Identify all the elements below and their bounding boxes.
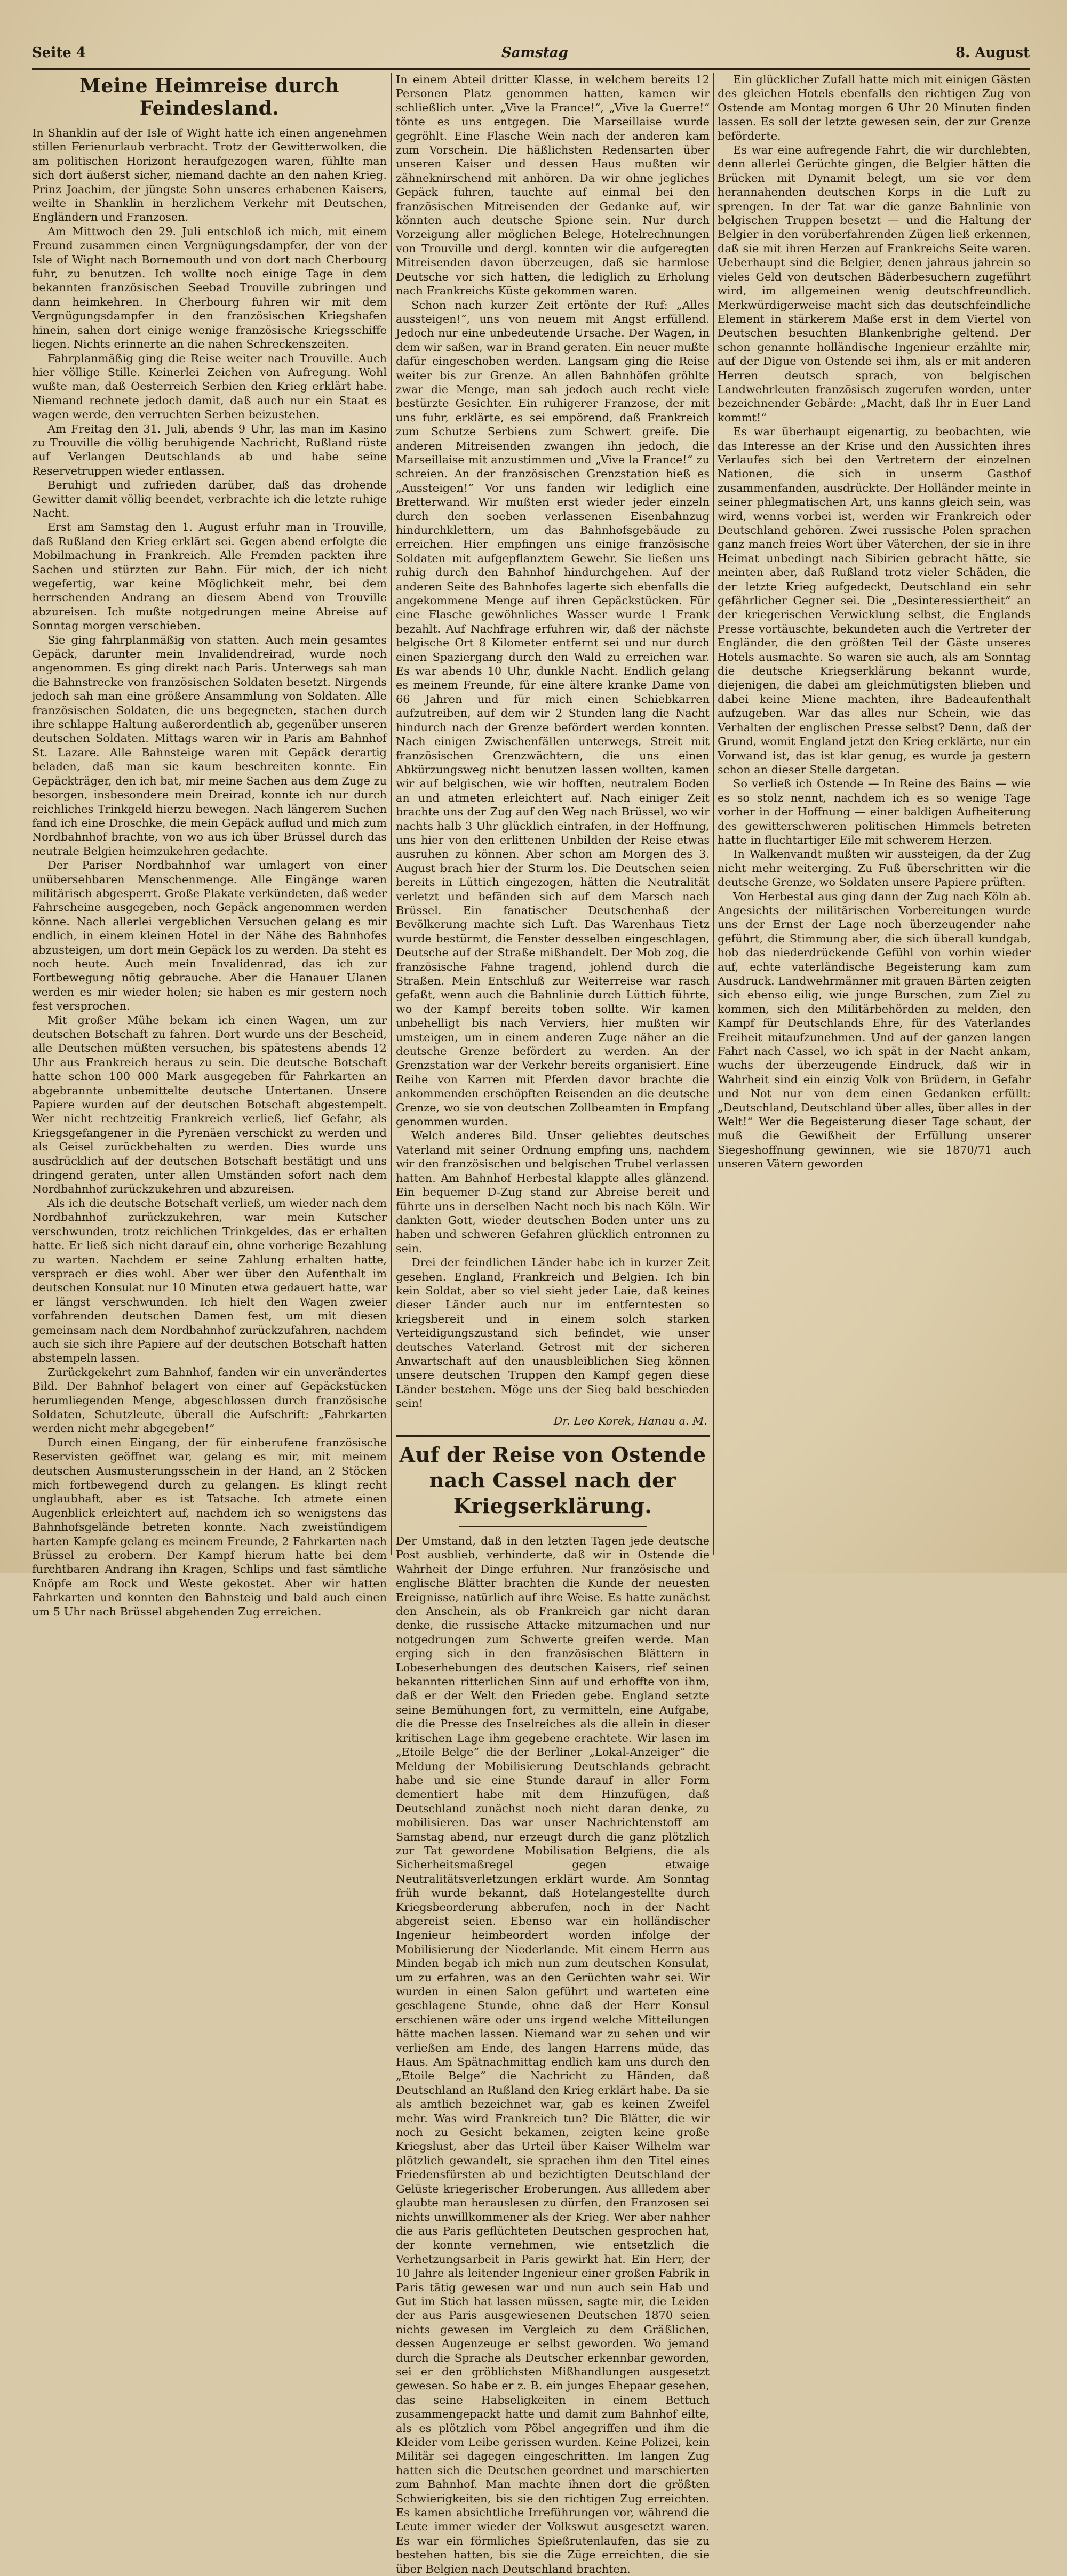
header-rule <box>32 68 1030 70</box>
article-2-paragraph: In Walkenvandt mußten wir aussteigen, da der Zug nicht mehr weiterging. Zu Fuß überschritten wir die deutsche Grenze, wo Soldaten unsere Papiere prüften. <box>718 847 1031 889</box>
column-2 <box>396 73 710 2575</box>
article-1-author: Dr. Leo Korek, Hanau a. M. <box>553 1414 707 1427</box>
article-2-paragraph: Von Herbestal aus ging dann der Zug nach Köln ab. Angesichts der militärischen Vorbereitungen wurde uns der Ernst der Lage noch überzeugender nahe geführt, die Stimmung aber, die sich überall kundgab, hob das niederdrückende Gefühl von vorhin wieder auf, echte vaterländische Begeisterung kam zum Ausdruck. Landwehrmänner mit grauen Bärten zeigten sich ebenso eilig, wie junge Burschen, zum Ziel zu kommen, sich den Militärbehörden zu melden, den Kampf für Deutschlands Ehre, für des Vaterlandes Freiheit mitaufzunehmen. Und auf der ganzen langen Fahrt nach Cassel, wo ich spät in der Nacht ankam, wuchs der überzeugende Eindruck, daß wir in Wahrheit sind ein einzig Volk von Brüdern, in Gefahr und Not nur von dem einen Gedanken erfüllt: „Deutschland, Deutschland über alles, über alles in der Welt!“ Wer die Begeisterung dieser Tage schaut, der muß die Gewißheit der Erfüllung unserer Siegeshoffnung gewinnen, wie sie 1870/71 auch unseren Vätern geworden <box>718 890 1031 1171</box>
article-1-title: Meine Heimreise durch Feindesland. <box>79 75 339 119</box>
page-number: Seite 4 <box>32 45 86 61</box>
column-rule <box>713 73 714 1555</box>
column-rule <box>391 73 392 1555</box>
article-1-paragraph: Fahrplanmäßig ging die Reise weiter nach Trouville. Auch hier völlige Stille. Keinerlei Zeichen von Aufregung. Wohl wußte man, daß Oesterreich Serbien den Krieg erklärt habe. Niemand rechnete jedoch damit, daß auch nur ein Staat es wagen werde, den verruchten Serben beizustehen. <box>32 351 387 421</box>
article-1-paragraph: Zurückgekehrt zum Bahnhof, fanden wir ein unverändertes Bild. Der Bahnhof belagert von einer auf Gepäckstücken herumliegenden Menge, abgeschlossen durch französische Soldaten, Schutzleute, überall die Aufschrift: „Fahrkarten werden nicht mehr abgegeben!“ <box>32 1365 387 1435</box>
article-1-paragraph: Durch einen Eingang, der für einberufene französische Reservisten geöffnet war, gelang es mir, mit meinem deutschen Ausmusterungsschein in der Hand, an 2 Stöcken mich fortbewegend durch zu gelangen. Es klingt recht unglaubhaft, aber es ist Tatsache. Ich atmete einen Augenblick erleichtert auf, nachdem ich so wenigstens das Bahnhofsgelände betreten konnte. Nach zweistündigem harten Kampfe gelang es meinem Freunde, 2 Fahrkarten nach Brüssel zu erobern. Der Kampf hierum hatte bei dem furchtbaren Andrang ihn Kragen, Schlips und fast sämtliche Knöpfe am Rock und Weste gekostet. Aber wir hatten Fahrkarten und konnten den Bahnsteig und bald auch einen um 5 Uhr nach Brüssel abgehenden Zug erreichen. <box>32 1436 387 1618</box>
article-1-paragraph: Am Mittwoch den 29. Juli entschloß ich mich, mit einem Freund zusammen einen Vergnügungsdampfer, der von der Isle of Wight nach Bornemouth und von dort nach Cherbourg fuhr, zu benutzen. Ich wollte noch einige Tage in dem bekannten französischen Seebad Trouville zubringen und dann heimkehren. In Cherbourg fuhren wir mit dem Vergnügungsdampfer in den französischen Kriegshafen hinein, sahen dort einige wenige französische Kriegsschiffe liegen. Nichts erinnerte an die nahen Schreckenszeiten. <box>32 225 387 351</box>
article-1-paragraph: Am Freitag den 31. Juli, abends 9 Uhr, las man im Kasino zu Trouville die völlig beruhigende Nachricht, Rußland rüste auf Verlangen Deutschlands ab und habe seine Reservetruppen wieder entlassen. <box>32 422 387 477</box>
article-1-paragraph: Erst am Samstag den 1. August erfuhr man in Trouville, daß Rußland den Krieg erklärt sei. Gegen abend erfolgte die Mobilmachung in Frankreich. Alle Fremden packten ihre Sachen und stürzten zur Bahn. Für mich, der ich nicht wegefertig, war keine Möglichkeit mehr, bei dem herrschenden Andrang an diesem Abend von Trouville abzureisen. Ich mußte notgedrungen meine Abreise auf Sonntag morgen verschieben. <box>32 521 387 633</box>
article-2-title: Auf der Reise von Ostende nach Cassel nach der Kriegserklärung. <box>399 1443 706 1518</box>
article-1-paragraph: Drei der feindlichen Länder habe ich in kurzer Zeit gesehen. England, Frankreich und Belgien. Ich bin kein Soldat, aber so viel sieht jeder Laie, daß keines dieser Länder auch nur im entferntesten so kriegsbereit und in einem solch starken Verteidigungszustand sich befindet, wie unser deutsches Vaterland. Getrost mit der sicheren Anwartschaft auf den unausbleiblichen Sieg können unsere deutschen Truppen den Kampf gegen diese Länder bestehen. Möge uns der Sieg bald beschieden sein! <box>396 1256 710 1410</box>
article-1-paragraph: Als ich die deutsche Botschaft verließ, um wieder nach dem Nordbahnhof zurückzukehren, war mein Kutscher verschwunden, trotz reichlichen Trinkgeldes, das er erhalten hatte. Er ließ sich nicht darauf ein, ohne vorherige Bezahlung zu warten. Nachdem er seine Zahlung erhalten hatte, versprach er dies wohl. Aber wer über den Aufenthalt im deutschen Konsulat nur 10 Minuten etwa gedauert hatte, war er längst verschwunden. Ich hielt den Wagen zweier vorfahrenden deutschen Damen fest, um mit diesen gemeinsam nach dem Nordbahnhof zurückzufahren, nachdem auch sie sich ihre Papiere auf der deutschen Botschaft hatten abstempeln lassen. <box>32 1196 387 1365</box>
article-1-paragraph: In Shanklin auf der Isle of Wight hatte ich einen angenehmen stillen Ferienurlaub verbracht. Trotz der Gewitterwolken, die am politischen Horizont heraufgezogen waren, fühlte man sich dort äußerst sicher, niemand dachte an den nahen Krieg. Prinz Joachim, der jüngste Sohn unseres erhabenen Kaisers, weilte in Shanklin in herzlichem Verkehr mit Deutschen, Engländern und Franzosen. <box>32 126 387 224</box>
article-separator <box>396 1435 710 1437</box>
article-1-paragraph: Beruhigt und zufrieden darüber, daß das drohende Gewitter damit völlig beendet, verbrachte ich die letzte ruhige Nacht. <box>32 478 387 519</box>
article-2-paragraph: Ein glücklicher Zufall hatte mich mit einigen Gästen des gleichen Hotels ebenfalls den richtigen Zug von Ostende am Montag morgen 6 Uhr 20 Minuten finden lassen. Es soll der letzte gewesen sein, der zur Grenze beförderte. <box>718 73 1031 142</box>
column-3 <box>718 73 1031 1555</box>
article-1-paragraph: Mit großer Mühe bekam ich einen Wagen, um zur deutschen Botschaft zu fahren. Dort wurde uns der Bescheid, alle Deutschen müßten versuchen, bis spätestens abends 12 Uhr aus Frankreich heraus zu sein. Die deutsche Botschaft hatte schon 100 000 Mark ausgegeben für Fahrkarten an abgebrannte unbemittelte deutsche Untertanen. Unsere Papiere wurden auf der deutschen Botschaft abgestempelt. Wer nicht rechtzeitig Frankreich verließ, lief Gefahr, als Kriegsgefangener in die Pyrenäen verschickt zu werden und als Geisel zurückbehalten zu werden. Dies wurde uns ausdrücklich auf der deutschen Botschaft bestätigt und uns dringend geraten, unter allen Umständen sofort nach dem Nordbahnhof zurückzukehren und abzureisen. <box>32 1013 387 1196</box>
issue-date: 8. August <box>955 45 1030 61</box>
article-1-paragraph: Der Pariser Nordbahnhof war umlagert von einer unübersehbaren Menschenmenge. Alle Eingänge waren militärisch abgesperrt. Große Plakate verkündeten, daß weder Fahrscheine ausgegeben, noch Gepäck angenommen werden könne. Nach allerlei vergeblichen Versuchen gelang es mir endlich, in einem kleinen Hotel in der Nähe des Bahnhofes abzusteigen, um dort mein Gepäck los zu werden. Da steht es noch heute. Auch mein Invalidenrad, das ich zur Fortbewegung nötig gebrauche. Aber die Hanauer Ulanen werden es mir wieder holen; sie haben es mir gestern noch fest versprochen. <box>32 859 387 1013</box>
article-1-paragraph: Sie ging fahrplanmäßig von statten. Auch mein gesamtes Gepäck, darunter mein Invalidendreirad, wurde noch angenommen. Es ging direkt nach Paris. Unterwegs sah man die Bahnstrecke von französischen Soldaten besetzt. Nirgends jedoch sah man eine größere Ansammlung von Soldaten. Alle französischen Soldaten, die uns begegneten, stachen durch ihre schlappe Haltung außerordentlich ab, gegenüber unseren deutschen Soldaten. Mittags waren wir in Paris am Bahnhof St. Lazare. Alle Bahnsteige waren mit Gepäck derartig beladen, daß man sie kaum beschreiten konnte. Ein Gepäckträger, den ich bat, mir meine Sachen aus dem Zuge zu besorgen, insbesondere mein Dreirad, konnte ich nur durch reichliches Trinkgeld hierzu bewegen. Nach längerem Suchen fand ich eine Droschke, die mein Gepäck auflud und mich zum Nordbahnhof brachte, von wo aus ich über Brüssel durch das neutrale Belgien heimzukehren gedachte. <box>32 633 387 858</box>
article-2-paragraph: Es war eine aufregende Fahrt, die wir durchlebten, denn allerlei Gerüchte gingen, die Belgier hätten die Brücken mit Dynamit belegt, um sie vor dem herannahenden deutschen Korps in die Luft zu sprengen. In der Tat war die ganze Bahnlinie von belgischen Truppen besetzt — und die Haltung der Belgier in den vorüberfahrenden Zügen ließ erkennen, daß sie mit ihren Herzen auf Frankreichs Seite waren. Ueberhaupt sind die Belgier, denen jahraus jahrein so vieles Geld von deutschen Bäderbesuchern zugeführt wird, im allgemeinen wenig deutschfreundlich. Merkwürdigerweise macht sich das deutschfeindliche Element in stärkerem Maße erst in dem Viertel von Deutschen besuchten Blankenbrighe geltend. Der schon genannte holländische Ingenieur erzählte mir, auf der Digue von Ostende sei ihm, als er mit anderen Herren deutsch sprach, von belgischen Landwehrleuten französisch zugerufen worden, unter bezeichnender Gebärde: „Macht, daß Ihr in Euer Land kommt!“ <box>718 143 1031 424</box>
issue-day: Samstag <box>501 45 568 61</box>
article-2-paragraph: So verließ ich Ostende — In Reine des Bains — wie es so stolz nennt, nachdem ich es so wenige Tage vorher in der Hoffnung — einer baldigen Aufheiterung des gewitterschweren politischen Himmels betreten hatte in fluchtartiger Eile mit schwerem Herzen. <box>718 777 1031 846</box>
title-underline <box>459 1526 647 1527</box>
column-1 <box>32 73 387 1618</box>
page-header <box>32 43 1030 68</box>
article-1-paragraph: Schon nach kurzer Zeit ertönte der Ruf: „Alles aussteigen!“, uns von neuem mit Angst erfüllend. Jedoch nur eine unbedeutende Ursache. Der Wagen, in dem wir saßen, war in Brand geraten. Ein neuer mußte dafür eingeschoben werden. Langsam ging die Reise weiter bis zur Grenze. An allen Bahnhöfen gröhlte zwar die Menge, man sah jedoch auch recht viele bestürzte Gesichter. Ein ruhigerer Franzose, der mit uns fuhr, erklärte, es sei empörend, daß Frankreich zum Schutze Serbiens zum Schwert greife. Die anderen Mitreisenden zwangen ihn jedoch, die Marseillaise mit anzustimmen und „Vive la France!“ zu schreien. An der französischen Grenzstation hieß es „Aussteigen!“ Vor uns fanden wir lediglich eine Bretterwand. Wir mußten erst wieder jeder einzeln durch den soeben verlassenen Eisenbahnzug hindurchklettern, um das Bahnhofsgebäude zu erreichen. Hier empfingen uns einige französische Soldaten mit aufgepflanztem Gewehr. Sie ließen uns ruhig durch den Bahnhof hindurchgehen. Auf der anderen Seite des Bahnhofes lagerte sich ebenfalls die angekommene Menge auf ihren Gepäckstücken. Für eine Flasche gewöhnliches Wasser wurde 1 Frank bezahlt. Auf Nachfrage erfuhren wir, daß der nächste belgische Ort 8 Kilometer entfernt sei und nur durch einen Spaziergang durch den Wald zu erreichen war. Es war abends 10 Uhr, dunkle Nacht. Endlich gelang es meinem Freunde, für eine ältere kranke Dame von 66 Jahren und für mich einen Schiebkarren aufzutreiben, auf dem wir 2 Stunden lang die Nacht hindurch nach der Grenze befördert werden konnten. Nach einigen Zwischenfällen unterwegs, Streit mit französischen Grenzwächtern, die uns einen Abkürzungsweg nicht benutzen lassen wollten, kamen wir auf belgischen, wie wir hofften, neutralem Boden an und atmeten erleichtert auf. Nach einiger Zeit brachte uns der Zug auf den Weg nach Brüssel, wo wir nachts halb 3 Uhr glücklich eintrafen, in der Hoffnung, uns hier von den erlittenen Unbilden der Reise etwas ausruhen zu können. Aber schon am Morgen des 3. August brach hier der Sturm los. Die Deutschen seien bereits in Lüttich eingezogen, hätten die Neutralität verletzt und befänden sich auf dem Marsch nach Brüssel. Ein fanatischer Deutschenhaß der Bevölkerung machte sich Luft. Das Warenhaus Tietz wurde bestürmt, die Fenster desselben eingeschlagen, Deutsche auf der Straße mißhandelt. Der Mob zog, die französische Fahne tragend, johlend durch die Straßen. Mein Entschluß zur Weiterreise war rasch gefaßt, wenn auch die Bahnlinie durch Lüttich führte, wo der Kampf bereits toben sollte. Wir kamen unbehelligt bis nach Verviers, hier mußten wir umsteigen, um in einem anderen Zuge näher an die deutsche Grenze befördert zu werden. An der Grenzstation war der Verkehr bereits organisiert. Eine Reihe von Karren mit Pferden davor brachte die ankommenden erschöpften Reisenden an die deutsche Grenze, wo sie von deutschen Zollbeamten in Empfang genommen wurden. <box>396 298 710 1129</box>
article-2-paragraph: Der Umstand, daß in den letzten Tagen jede deutsche Post ausblieb, verhinderte, daß wir in Ostende die Wahrheit der Dinge erfuhren. Nur französische und englische Blätter brachten die Kunde der neuesten Ereignisse, natürlich auf ihre Weise. Es hatte zunächst den Anschein, als ob Frankreich gar nicht daran denke, die russische Attacke mitzumachen und nur notgedrungen zum Schwerte greifen werde. Man erging sich in den französischen Blättern in Lobeserhebungen des deutschen Kaisers, rief seinen bekannten ritterlichen Sinn auf und erhoffte von ihm, daß er der Welt den Frieden gebe. England setzte seine Bemühungen fort, zu vermitteln, eine Aufgabe, die die Presse des Inselreiches als die allein in dieser kritischen Lage ihm gegebene erachtete. Wir lasen im „Etoile Belge“ die der Berliner „Lokal-Anzeiger“ die Meldung der Mobilisierung Deutschlands gebracht habe und sie eine Stunde darauf in aller Form dementiert habe mit dem Hinzufügen, daß Deutschland zunächst noch nicht daran denke, zu mobilisieren. Das war unser Nachrichtenstoff am Samstag abend, nur erzeugt durch die ganz plötzlich zur Tat gewordene Mobilisation Belgiens, die als Sicherheitsmaßregel gegen etwaige Neutralitätsverletzungen erklärt wurde. Am Sonntag früh wurde bekannt, daß Hotelangestellte durch Kriegsbeorderung abberufen, noch in der Nacht abgereist seien. Ebenso war ein holländischer Ingenieur heimbeordert worden infolge der Mobilisierung der Niederlande. Mit einem Herrn aus Minden begab ich mich nun zum deutschen Konsulat, um zu erfahren, was an den Gerüchten wahr sei. Wir wurden in einen Salon geführt und warteten eine geschlagene Stunde, ohne daß der Herr Konsul erschienen wäre oder uns irgend welche Mitteilungen hätte machen lassen. Niemand war zu sehen und wir verließen am Ende, des langen Harrens müde, das Haus. Am Spätnachmittag endlich kam uns durch den „Etoile Belge“ die Nachricht zu Händen, daß Deutschland an Rußland den Krieg erklärt habe. Da sie als amtlich bezeichnet war, gab es keinen Zweifel mehr. Was wird Frankreich tun? Die Blätter, die wir noch zu Gesicht bekamen, zeigten keine große Kriegslust, aber das Urteil über Kaiser Wilhelm war plötzlich gewandelt, sie sprachen ihm den Titel eines Friedensfürsten ab und bezichtigten Deutschland der Gelüste kriegerischer Eroberungen. Aus allledem aber glaubte man herauslesen zu dürfen, den Franzosen sei nichts unwillkommener als der Krieg. Wer aber nahher die aus Paris geflüchteten Deutschen gesprochen hat, der konnte vernehmen, wie entsetzlich die Verhetzungsarbeit in Paris gewirkt hat. Ein Herr, der 10 Jahre als leitender Ingenieur einer großen Fabrik in Paris tätig gewesen war und nun auch sein Hab und Gut im Stich hat lassen müssen, sagte mir, die Leiden der aus Paris ausgewiesenen Deutschen 1870 seien nichts gewesen im Vergleich zu dem Gräßlichen, dessen Augenzeuge er selbst geworden. Wo jemand durch die Sprache als Deutscher erkennbar geworden, sei er den gröblichsten Mißhandlungen ausgesetzt gewesen. So habe er z. B. ein junges Ehepaar gesehen, das seine Habseligkeiten in einem Bettuch zusammengepackt hatte und damit zum Bahnhof eilte, als es plötzlich vom Pöbel angegriffen und ihm die Kleider vom Leibe gerissen wurden. Keine Polizei, kein Militär sei dagegen eingeschritten. Im langen Zug hatten sich die Deutschen geordnet und marschierten zum Bahnhof. Man machte ihnen dort die größten Schwierigkeiten, bis sie den richtigen Zug erreichten. Es kamen absichtliche Irreführungen vor, während die Leute immer wieder der Volkswut ausgesetzt waren. Es war ein förmliches Spießrutenlaufen, das sie zu bestehen hatten, bis sie die Züge erreichten, die sie über Belgien nach Deutschland brachten. <box>396 1534 710 2575</box>
article-2-paragraph: Es war überhaupt eigenartig, zu beobachten, wie das Interesse an der Krise und den Aussichten ihres Verlaufes sich bei den Vertretern der einzelnen Nationen, die sich in unserm Gasthof zusammenfanden, ausdrückte. Der Holländer meinte in seiner phlegmatischen Art, uns kanns gleich sein, was wird, wenns vorbei ist, werden wir Frankreich oder Deutschland gehören. Zwei russische Polen sprachen ganz manch freies Wort über Väterchen, der sie in ihre Heimat unbedingt nach Sibirien gebracht hätte, sie meinten aber, daß Rußland trotz vieler Schäden, die der letzte Krieg aufgedeckt, Deutschland ein sehr gefährlicher Gegner sei. Die „Desinteressiertheit“ an der kriegerischen Verwicklung selbst, die Englands Presse vortäuschte, bekundeten auch die Vertreter der Engländer, die den größten Teil der Gäste unseres Hotels ausmachte. So waren sie auch, als am Sonntag die deutsche Kriegserklärung bekannt wurde, diejenigen, die dabei am gleichmütigsten blieben und dabei keine Miene machten, ihre Badeaufenthalt aufzugeben. War das alles nur Schein, wie das Verhalten der englischen Presse selbst? Denn, daß der Grund, womit England jetzt den Krieg erklärte, nur ein Vorwand ist, das ist klar genug, es wurde ja gestern schon an dieser Stelle dargetan. <box>718 425 1031 776</box>
article-1-paragraph: In einem Abteil dritter Klasse, in welchem bereits 12 Personen Platz genommen hatten, kamen wir schließlich unter. „Vive la France!“, „Vive la Guerre!“ tönte es uns entgegen. Die Marseillaise wurde gegröhlt. Eine Flasche Wein nach der anderen kam zum Vorschein. Die häßlichsten Redensarten über unseren Kaiser und dessen Haus mußten wir zähneknirschend mit anhören. Da wir ohne jegliches Gepäck fuhren, tauchte auf einmal bei den französischen Mitreisenden der Gedanke auf, wir könnten auch deutsche Spione sein. Nur durch Vorzeigung aller möglichen Belege, Hotelrechnungen von Trouville und dergl. konnten wir die aufgeregten Mitreisenden davon überzeugen, daß sie harmlose Deutsche vor sich hatten, die lediglich zu Erholung nach Frankreichs Küste gekommen waren. <box>396 73 710 298</box>
article-1-paragraph: Welch anderes Bild. Unser geliebtes deutsches Vaterland mit seiner Ordnung empfing uns, nachdem wir den französischen und belgischen Trubel verlassen hatten. Am Bahnhof Herbestal klappte alles glänzend. Ein bequemer D-Zug stand zur Abreise bereit und führte uns in derselben Nacht noch bis nach Köln. Wir dankten Gott, wieder deutschen Boden unter uns zu haben und schweren Gefahren glücklich entronnen zu sein. <box>396 1129 710 1255</box>
